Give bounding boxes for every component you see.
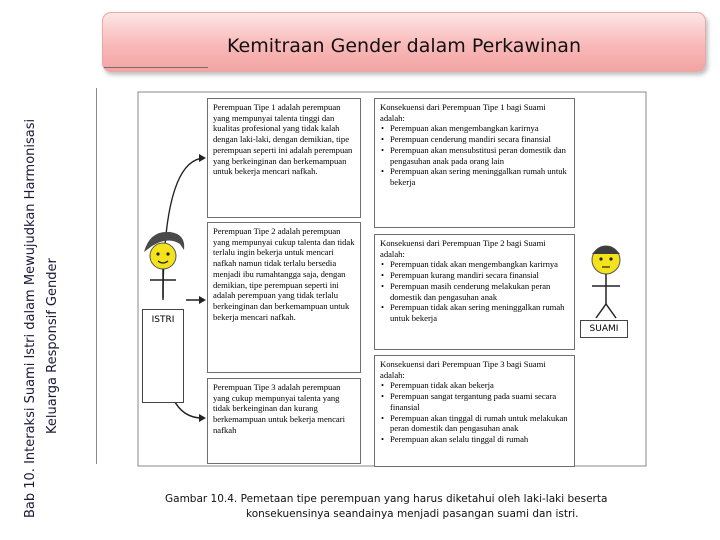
wife-label-text: ISTRI xyxy=(151,315,175,325)
list-item: • Perempuan tidak akan sering meninggalkan rumah untuk bekerja xyxy=(380,302,569,323)
consequence3-list xyxy=(380,380,569,444)
list-item: • Perempuan cenderung mandiri secara finansial xyxy=(380,134,569,145)
consequence2-heading: Konsekuensi dari Perempuan Tipe 2 bagi Suami adalah: xyxy=(380,238,546,259)
wife-label xyxy=(142,309,184,403)
page-title: Kemitraan Gender dalam Perkawinan xyxy=(227,35,581,57)
type2-text: Perempuan Tipe 2 adalah perempuan yang mempunyai cukup talenta dan tidak terlalu ingin bekerja untuk mencari nafkah namun tidak terlalu bersedia menjadi ibu rumahtangga saja, dengan demikian, tipe perempuan seperti ini adalah perempuan yang tidak terlalu berkeinginan dan berkemampuan untuk bekerja mencari nafkah. xyxy=(213,226,355,322)
consequence1-box xyxy=(374,98,575,228)
husband-figure xyxy=(592,246,620,318)
arrow-head-type1 xyxy=(199,154,206,162)
list-item: • Perempuan sangat tergantung pada suami secara finansial xyxy=(380,391,569,412)
type3-box xyxy=(207,378,361,464)
list-item: • Perempuan masih cenderung melakukan peran domestik dan pengasuhan anak xyxy=(380,281,569,302)
consequence2-list xyxy=(380,259,569,323)
list-item: • Perempuan akan tinggal di rumah untuk melakukan peran domestik dan pengasuhan anak xyxy=(380,413,569,434)
consequence3-box xyxy=(374,355,575,467)
arrow-wife-type1 xyxy=(163,158,204,300)
wife-figure xyxy=(144,232,184,298)
type3-text: Perempuan Tipe 3 adalah perempuan yang cukup mempunyai talenta yang tidak berkeinginan dan kurang berkemampuan untuk bekerja mencari nafkah xyxy=(213,382,345,435)
figure-caption xyxy=(165,492,715,522)
list-item: • Perempuan akan mengembangkan karirnya xyxy=(380,123,569,134)
list-item: • Perempuan akan sering meninggalkan rumah untuk bekerja xyxy=(380,166,569,187)
list-item: • Perempuan tidak akan bekerja xyxy=(380,380,569,391)
consequence1-list xyxy=(380,123,569,187)
list-item: • Perempuan kurang mandiri secara finansial xyxy=(380,270,569,281)
figure-caption-line1: Gambar 10.4. Pemetaan tipe perempuan yang harus diketahui oleh laki-laki beserta xyxy=(165,493,608,505)
list-item: • Perempuan akan mensubstitusi peran domestik dan pengasuhan anak pada orang lain xyxy=(380,145,569,166)
consequence3-heading: Konsekuensi dari Perempuan Tipe 3 bagi Suami adalah: xyxy=(380,359,546,380)
husband-label xyxy=(580,320,628,338)
consequence2-box xyxy=(374,234,575,350)
arrow-head-type2 xyxy=(199,296,206,304)
chapter-caption-line2: Keluarga Responsif Gender xyxy=(45,258,60,434)
consequence1-heading: Konsekuensi dari Perempuan Tipe 1 bagi Suami adalah: xyxy=(380,102,546,123)
figure-caption-line2: konsekuensinya seandainya menjadi pasangan suami dan istri. xyxy=(246,508,579,520)
type2-box xyxy=(207,222,361,373)
type1-text: Perempuan Tipe 1 adalah perempuan yang mempunyai talenta tinggi dan kualitas profesional yang tidak kalah dengan laki-laki, dengan demikian, tipe perempuan seperti ini adalah perempuan yang berkeinginan dan berkemampuan untuk bekerja mencari nafkah. xyxy=(213,102,353,177)
arrow-head-type3 xyxy=(199,414,206,422)
chapter-caption-line1: Bab 10. Interaksi Suami Istri dalam Mewujudkan Harmonisasi xyxy=(23,118,38,518)
list-item: • Perempuan tidak akan mengembangkan karirnya xyxy=(380,259,569,270)
list-item: • Perempuan akan selalu tinggal di rumah xyxy=(380,434,569,445)
husband-label-text: SUAMI xyxy=(589,324,619,334)
type1-box xyxy=(207,98,361,218)
